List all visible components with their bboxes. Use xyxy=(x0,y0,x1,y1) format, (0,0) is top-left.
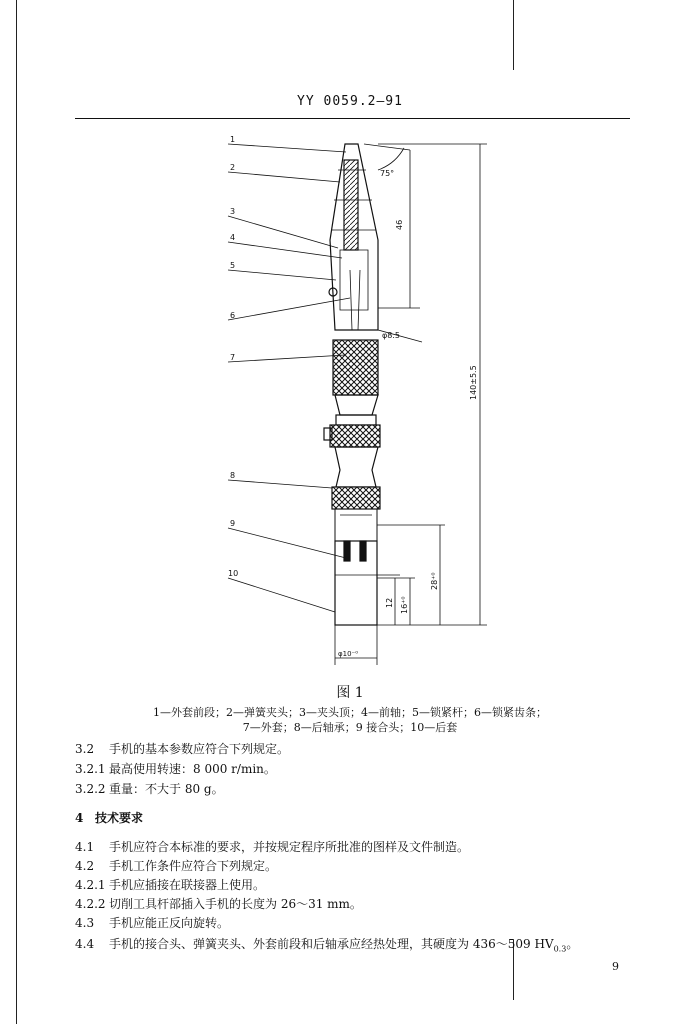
clause-number: 4.4 xyxy=(75,937,95,951)
clause-4-1 xyxy=(75,838,469,855)
clause-4-3 xyxy=(75,914,229,931)
clause-text: 手机应符合本标准的要求，并按规定程序所批准的图样及文件制造。 xyxy=(109,840,470,854)
callout-1: 1 xyxy=(230,135,236,144)
callout-9: 9 xyxy=(230,519,236,528)
dim-46: 46 xyxy=(395,219,404,230)
clause-text: 手机的接合头、弹簧夹头、外套前段和后轴承应经热处理，其硬度为 436～509 HV xyxy=(109,937,554,951)
clause-3-2-2 xyxy=(75,780,224,797)
dim-total: 140±5.5 xyxy=(469,365,478,400)
clause-number: 4.3 xyxy=(75,916,95,930)
callout-6: 6 xyxy=(230,311,236,320)
clause-number: 4.2 xyxy=(75,859,95,873)
dim-16: 16⁺⁰ xyxy=(400,596,409,614)
callout-3: 3 xyxy=(230,207,236,216)
callout-5: 5 xyxy=(230,261,236,270)
clause-4-2-2 xyxy=(75,895,362,912)
handpiece-drawing xyxy=(0,130,700,670)
dim-angle: 75° xyxy=(380,169,395,178)
clause-3-2 xyxy=(75,740,289,757)
coupling-head xyxy=(335,541,377,625)
hardness-subscript: 0.3 xyxy=(553,944,567,954)
clause-number: 4.2.2 xyxy=(75,897,106,911)
clause-tail: 。 xyxy=(566,937,579,951)
dim-28: 28⁺⁰ xyxy=(430,572,439,590)
clause-text: 手机应能正反向旋转。 xyxy=(109,916,230,930)
knurled-ring xyxy=(330,425,380,447)
figure-title: 图 1 xyxy=(336,685,364,701)
section-number: 4 xyxy=(75,811,84,825)
clause-3-2-1 xyxy=(75,760,276,777)
clause-text: 切削工具杆部插入手机的长度为 26～31 mm。 xyxy=(109,897,362,911)
figure-caption-line-2: 7—外套；8—后轴承；9 接合头；10—后套 xyxy=(242,721,458,734)
callout-8: 8 xyxy=(230,471,236,480)
callout-4: 4 xyxy=(230,233,236,242)
spring-collet xyxy=(344,160,358,250)
clause-4-2 xyxy=(75,857,277,874)
clause-text: 手机应插接在联接器上使用。 xyxy=(109,878,266,892)
clause-text: 重量：不大于 80 g。 xyxy=(109,782,224,796)
page-number: 9 xyxy=(612,960,619,973)
dim-dia-10: φ10⁻⁰ xyxy=(338,650,359,658)
clause-text: 手机的基本参数应符合下列规定。 xyxy=(109,742,290,756)
clause-number: 3.2.2 xyxy=(75,782,106,796)
standard-code-header: YY 0059.2—91 xyxy=(297,94,403,109)
figure-caption-line-1: 1—外套前段；2—弹簧夹头；3—夹头顶；4—前轴；5—锁紧杆；6—锁紧齿条； xyxy=(153,706,547,719)
clause-number: 4.2.1 xyxy=(75,878,106,892)
callout-10: 10 xyxy=(228,569,239,578)
dim-12: 12 xyxy=(385,597,394,608)
waist xyxy=(335,447,378,487)
collet-head xyxy=(340,250,368,310)
outer-sleeve xyxy=(333,340,378,395)
clause-number: 3.2.1 xyxy=(75,762,106,776)
scan-fold-line xyxy=(513,0,514,70)
callout-2: 2 xyxy=(230,163,236,172)
header-rule xyxy=(75,118,630,119)
section-4-heading xyxy=(75,809,143,826)
callout-7: 7 xyxy=(230,353,236,362)
clause-text: 手机工作条件应符合下列规定。 xyxy=(109,859,278,873)
clause-number: 3.2 xyxy=(75,742,95,756)
dim-dia-8-5: φ8.5 xyxy=(382,331,400,340)
rear-bearing xyxy=(332,487,380,509)
clause-number: 4.1 xyxy=(75,840,95,854)
clause-4-2-1 xyxy=(75,876,265,893)
clause-text: 最高使用转速：8 000 r/min。 xyxy=(109,762,276,776)
section-title: 技术要求 xyxy=(95,811,144,825)
clause-4-4 xyxy=(75,935,578,953)
